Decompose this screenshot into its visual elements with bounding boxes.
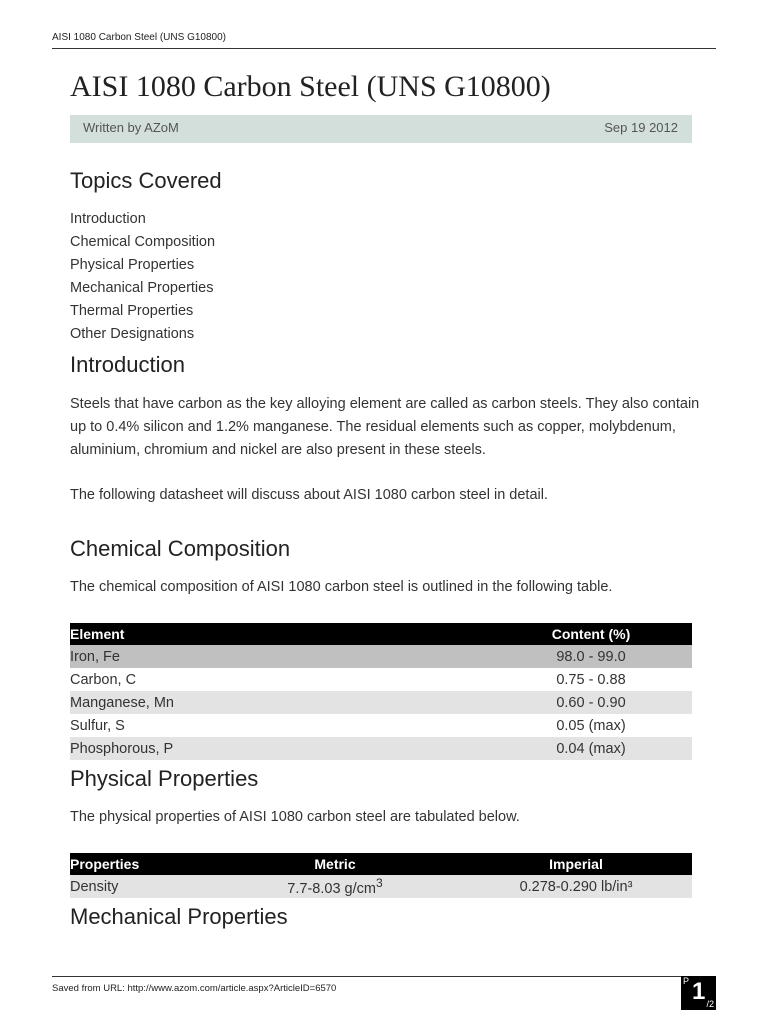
byline-author: Written by AZoM [83, 120, 179, 135]
element-cell: Iron, Fe [70, 645, 490, 668]
table-row [70, 668, 692, 691]
element-cell: Manganese, Mn [70, 691, 490, 714]
footer-source-url: Saved from URL: http://www.azom.com/article.aspx?ArticleID=6570 [52, 983, 337, 994]
column-header-metric: Metric [210, 853, 460, 875]
topic-introduction[interactable]: Introduction [70, 211, 146, 227]
topic-physical-properties[interactable]: Physical Properties [70, 257, 195, 273]
page-number-badge [681, 976, 716, 1010]
element-cell: Sulfur, S [70, 714, 490, 737]
physical-properties-table [70, 853, 692, 898]
table-row [70, 737, 692, 760]
page-prefix: P [683, 976, 690, 986]
content-cell: 0.60 - 0.90 [490, 691, 692, 714]
topic-thermal-properties[interactable]: Thermal Properties [70, 303, 194, 319]
column-header-imperial: Imperial [460, 853, 692, 875]
table-row [70, 875, 692, 898]
element-cell: Phosphorous, P [70, 737, 490, 760]
metric-cell [210, 875, 460, 898]
page-total: /2 [706, 999, 714, 1009]
header-divider [52, 48, 716, 49]
table-row [70, 714, 692, 737]
column-header-element: Element [70, 623, 490, 645]
table-header-row [70, 853, 692, 875]
topics-heading: Topics Covered [70, 168, 222, 193]
content-cell: 0.05 (max) [490, 714, 692, 737]
content-cell: 0.04 (max) [490, 737, 692, 760]
content-cell: 98.0 - 99.0 [490, 645, 692, 668]
mechanical-properties-heading: Mechanical Properties [70, 904, 288, 929]
chemical-composition-heading: Chemical Composition [70, 536, 291, 561]
introduction-paragraph-2: The following datasheet will discuss about AISI 1080 carbon steel in detail. [70, 487, 548, 503]
table-row [70, 645, 692, 668]
topic-chemical-composition[interactable]: Chemical Composition [70, 234, 216, 250]
imperial-cell: 0.278-0.290 lb/in³ [460, 875, 692, 898]
running-header: AISI 1080 Carbon Steel (UNS G10800) [52, 32, 226, 43]
metric-superscript: 3 [375, 876, 383, 891]
footer-divider [52, 976, 716, 977]
property-cell: Density [70, 875, 210, 898]
introduction-paragraph: Steels that have carbon as the key alloying element are called as carbon steels. They also contain up to 0.4% silicon and 1.2% manganese. The residual elements such as copper, molybdenum, aluminium, chromium and nickel are also present in these steels. [70, 396, 700, 458]
topics-list [70, 208, 215, 346]
chemical-composition-intro: The chemical composition of AISI 1080 carbon steel is outlined in the following table. [70, 579, 613, 595]
page-number: 1 [692, 978, 706, 1005]
introduction-heading: Introduction [70, 352, 185, 377]
topic-mechanical-properties[interactable]: Mechanical Properties [70, 280, 214, 296]
table-header-row [70, 623, 692, 645]
column-header-content: Content (%) [490, 623, 692, 645]
table-row [70, 691, 692, 714]
byline-bar [70, 115, 692, 143]
metric-value: 7.7-8.03 g/cm [287, 880, 376, 897]
element-cell: Carbon, C [70, 668, 490, 691]
chemical-composition-table [70, 623, 692, 760]
physical-properties-intro: The physical properties of AISI 1080 carbon steel are tabulated below. [70, 809, 520, 825]
page-title: AISI 1080 Carbon Steel (UNS G10800) [70, 70, 551, 103]
byline-date: Sep 19 2012 [604, 120, 678, 135]
topic-other-designations[interactable]: Other Designations [70, 326, 195, 342]
column-header-properties: Properties [70, 853, 210, 875]
physical-properties-heading: Physical Properties [70, 766, 259, 791]
content-cell: 0.75 - 0.88 [490, 668, 692, 691]
